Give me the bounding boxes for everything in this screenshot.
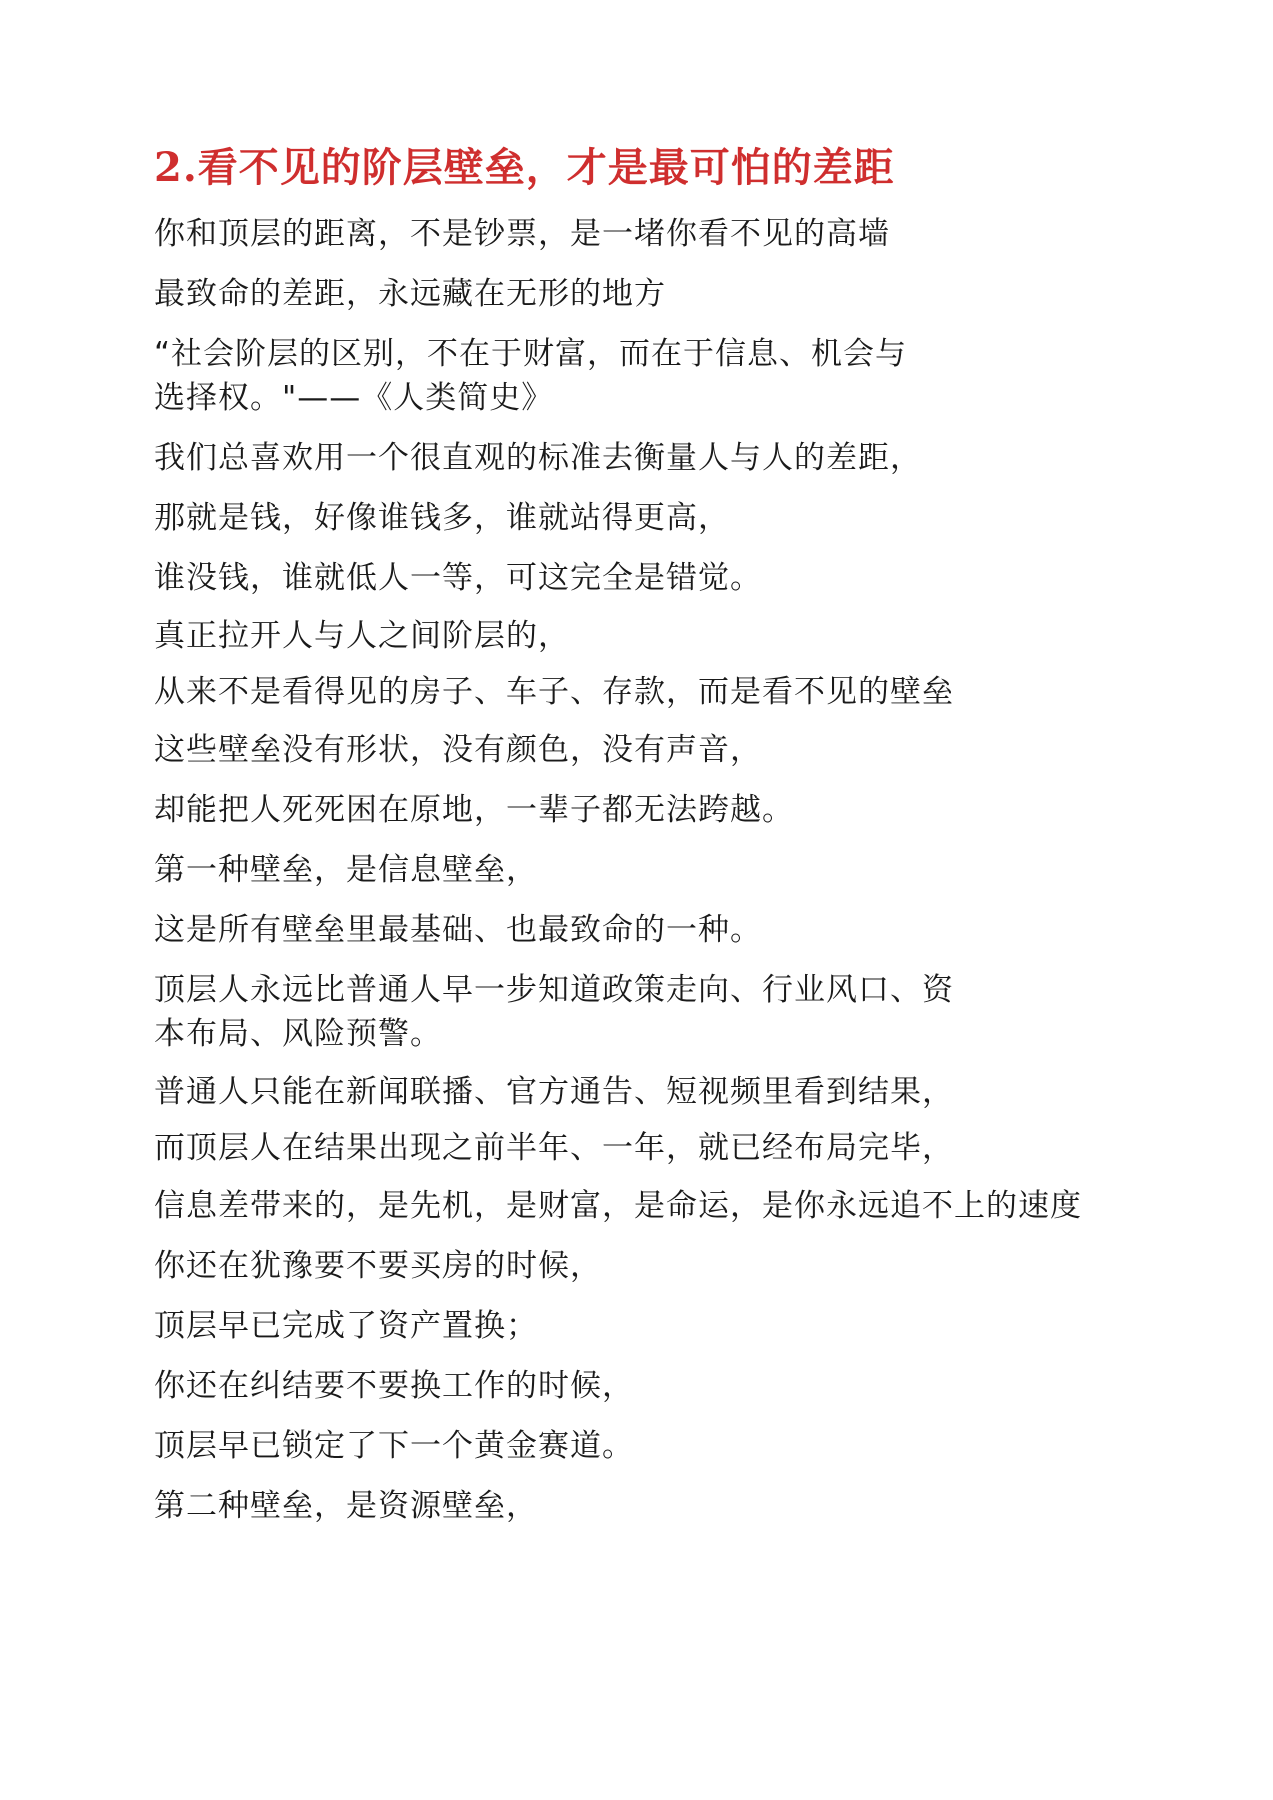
article-body xyxy=(154,140,1114,1536)
paragraph-line: 第二种壁垒，是资源壁垒， xyxy=(154,1488,538,1524)
paragraph-line: 那就是钱，好像谁钱多，谁就站得更高， xyxy=(154,500,730,536)
paragraph-line: 你和顶层的距离，不是钞票，是一堵你看不见的高墙 xyxy=(154,216,890,252)
paragraph-line: 我们总喜欢用一个很直观的标准去衡量人与人的差距， xyxy=(154,440,922,476)
paragraph-line: 顶层早已完成了资产置换； xyxy=(154,1308,538,1344)
paragraph-line: 你还在犹豫要不要买房的时候， xyxy=(154,1248,602,1284)
paragraph-line: 从来不是看得见的房子、车子、存款，而是看不见的壁垒 xyxy=(154,674,954,710)
paragraph-line: 信息差带来的，是先机，是财富，是命运，是你永远追不上的速度 xyxy=(154,1188,1082,1224)
quote-paragraph: “社会阶层的区别，不在于财富，而在于信息、机会与选择权。"——《人类简史》 xyxy=(154,336,908,416)
section-title: 2.看不见的阶层壁垒，才是最可怕的差距 xyxy=(154,144,895,191)
paragraph-line: 这是所有壁垒里最基础、也最致命的一种。 xyxy=(154,912,762,948)
paragraph-line: 普通人只能在新闻联播、官方通告、短视频里看到结果， xyxy=(154,1074,954,1110)
paragraph-line: 真正拉开人与人之间阶层的， xyxy=(154,618,570,654)
paragraph-line: 谁没钱，谁就低人一等，可这完全是错觉。 xyxy=(154,560,762,596)
paragraph-line: 第一种壁垒，是信息壁垒， xyxy=(154,852,538,888)
paragraph-line: 顶层早已锁定了下一个黄金赛道。 xyxy=(154,1428,634,1464)
paragraph-line: 而顶层人在结果出现之前半年、一年，就已经布局完毕， xyxy=(154,1130,954,1166)
paragraph-line: 你还在纠结要不要换工作的时候， xyxy=(154,1368,634,1404)
paragraph-line: 最致命的差距，永远藏在无形的地方 xyxy=(154,276,666,312)
paragraph-line: 却能把人死死困在原地，一辈子都无法跨越。 xyxy=(154,792,794,828)
paragraph-line: 这些壁垒没有形状，没有颜色，没有声音， xyxy=(154,732,762,768)
paragraph-line: 顶层人永远比普通人早一步知道政策走向、行业风口、资本布局、风险预警。 xyxy=(154,972,954,1052)
